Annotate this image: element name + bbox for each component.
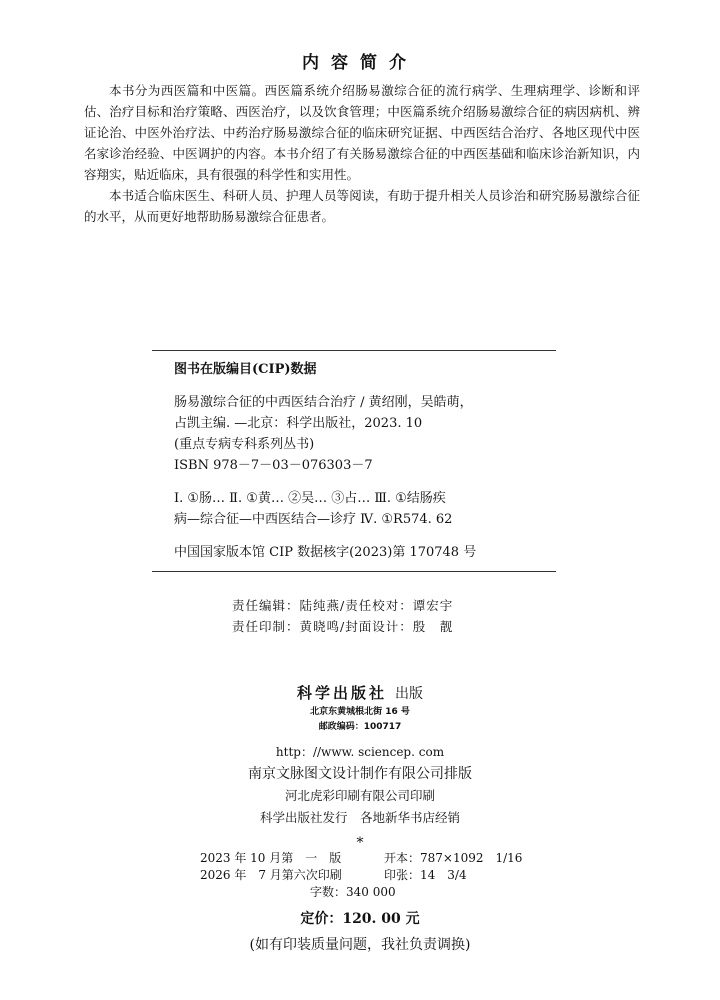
typesetter-line: 南京文脉图文设计制作有限公司排版 [248,766,472,782]
staff-line: 责任印制：黄晓鸣/封面设计：殷 靓 [232,619,454,634]
page-title: 内容简介 [302,53,418,73]
cip-heading: 图书在版编目(CIP)数据 [174,362,317,377]
cip-block [152,350,556,572]
sheets-label: 印张：14 3/4 [384,868,467,882]
printing-line: 2026 年 7 月第六次印刷 [200,868,342,882]
intro-paragraph: 本书分为西医篇和中医篇。西医篇系统介绍肠易激综合征的流行病学、生理病理学、诊断和评估、治疗目标和治疗策略、西医治疗，以及饮食管理；中医篇系统介绍肠易激综合征的病因病机、辨证论治、中医外治疗法、中药治疗肠易激综合征的临床研究证据、中西医结合治疗、各地区现代中医名家诊治经验、中医调护的内容。本书介绍了有关肠易激综合征的中西医基础和临床诊治新知识，内容翔实，贴近临床，具有很强的科学性和实用性。 [84,83,640,182]
edition-line: 2023 年 10 月第 一 版 [200,851,342,865]
format-label: 开本：787×1092 1/16 [384,851,523,865]
quality-notice: (如有印装质量问题，我社负责调换) [249,937,471,953]
cip-line: 占凯主编. —北京：科学出版社，2023. 10 [174,416,423,431]
edition-block [200,850,540,901]
staff-credits [232,595,453,637]
publisher-address: 北京东黄城根北街 16 号 [310,707,410,717]
price-label: 定价：120. 00 元 [300,911,420,927]
cip-record-number: 中国国家版本馆 CIP 数据核字(2023)第 170748 号 [174,545,477,560]
separator-star: * [356,835,364,851]
cip-bottom-rule [152,571,556,572]
printer-line: 河北虎彩印刷有限公司印刷 [284,788,435,803]
publisher-name: 科学出版社 [296,684,387,702]
word-count: 字数：340 000 [310,885,396,899]
intro-paragraph: 本书适合临床医生、科研人员、护理人员等阅读，有助于提升相关人员诊治和研究肠易激综合征的水平，从而更好地帮助肠易激综合征患者。 [84,188,640,224]
publisher-suffix: 出版 [395,686,423,702]
intro-text [84,80,640,227]
publisher-postcode: 邮政编码：100717 [318,722,402,732]
staff-line: 责任编辑：陆纯燕/责任校对：谭宏宇 [232,598,454,613]
publisher-url: http：//www. sciencep. com [275,745,445,759]
cip-classification: 病—综合征—中西医结合—诊疗 Ⅳ. ①R574. 62 [174,512,453,527]
cip-isbn: ISBN 978－7－03－076303－7 [174,458,373,473]
cip-line: 肠易激综合征的中西医结合治疗 / 黄绍刚，吴皓萌， [174,395,473,410]
cip-line: (重点专病专科系列丛书) [174,437,315,452]
distribution-line: 科学出版社发行 各地新华书店经销 [259,810,460,825]
publisher-block [0,682,720,853]
cip-classification: Ⅰ. ①肠… Ⅱ. ①黄… ②吴… ③占… Ⅲ. ①结肠疾 [174,491,446,506]
